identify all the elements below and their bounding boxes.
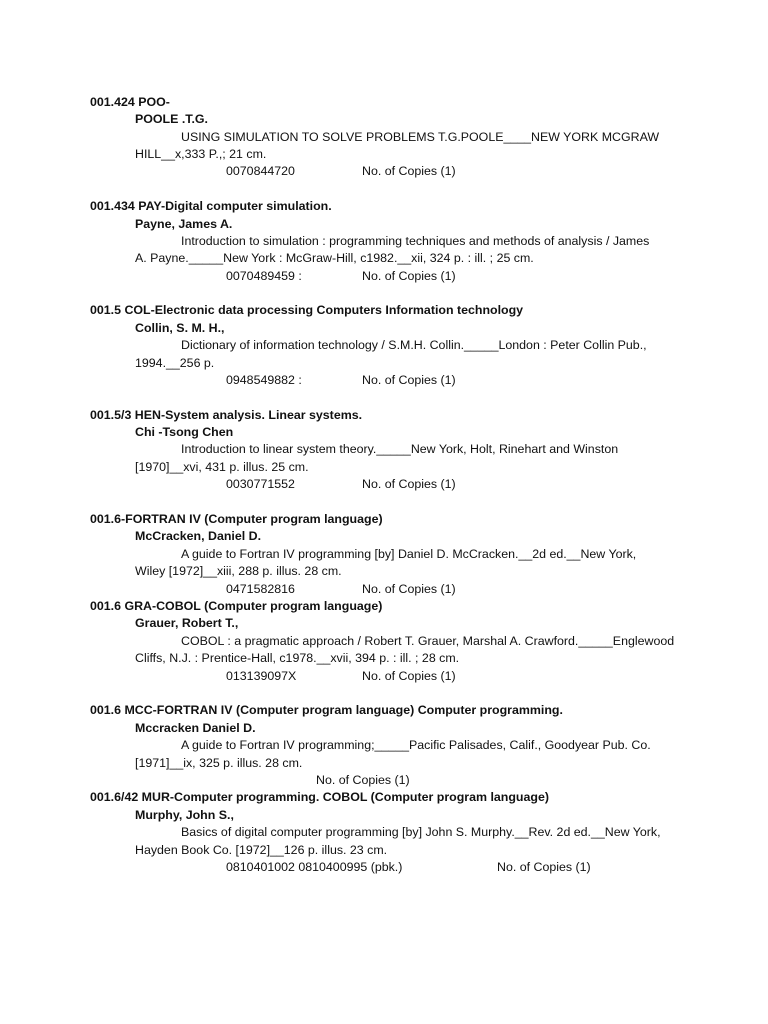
entry-2-isbn: 0070489459 : [226, 269, 302, 283]
entry-6-isbn: 013139097X [226, 669, 297, 683]
entry-2-copies: No. of Copies (1) [362, 269, 456, 283]
entry-4-copies: No. of Copies (1) [362, 477, 456, 491]
entry-6-author: Grauer, Robert T., [135, 616, 239, 630]
entry-6-desc-line2: Cliffs, N.J. : Prentice-Hall, c1978.__xvii, 394 p. : ill. ; 28 cm. [135, 651, 460, 665]
entry-4-author: Chi -Tsong Chen [135, 425, 234, 439]
entry-3-desc-line1: Dictionary of information technology / S.M.H. Collin._____London : Peter Collin Pub., [181, 338, 647, 352]
entry-8-copies: No. of Copies (1) [497, 860, 591, 874]
entry-5-desc-line1: A guide to Fortran IV programming [by] Daniel D. McCracken.__2d ed.__New York, [181, 547, 637, 561]
entry-3-isbn: 0948549882 : [226, 373, 302, 387]
entry-3-author: Collin, S. M. H., [135, 321, 225, 335]
entry-4-desc-line1: Introduction to linear system theory._____New York, Holt, Rinehart and Winston [181, 442, 619, 456]
entry-7-copies: No. of Copies (1) [316, 773, 410, 787]
entry-7-desc-line1: A guide to Fortran IV programming;_____Pacific Palisades, Calif., Goodyear Pub. Co. [181, 738, 651, 752]
entry-1-desc-line1: USING SIMULATION TO SOLVE PROBLEMS T.G.POOLE____NEW YORK MCGRAW [181, 130, 660, 144]
entry-2-heading: 001.434 PAY-Digital computer simulation. [90, 199, 332, 213]
entry-7-heading: 001.6 MCC-FORTRAN IV (Computer program language) Computer programming. [90, 703, 563, 717]
entry-8-heading: 001.6/42 MUR-Computer programming. COBOL (Computer program language) [90, 790, 549, 804]
entry-8-author: Murphy, John S., [135, 808, 234, 822]
entry-5-heading: 001.6-FORTRAN IV (Computer program language) [90, 512, 383, 526]
entry-2-desc-line2: A. Payne._____New York : McGraw-Hill, c1982.__xii, 324 p. : ill. ; 25 cm. [135, 251, 534, 265]
entry-6-copies: No. of Copies (1) [362, 669, 456, 683]
entry-1-author: POOLE .T.G. [135, 112, 208, 126]
entry-2-author: Payne, James A. [135, 217, 233, 231]
entry-3-desc-line2: 1994.__256 p. [135, 356, 215, 370]
entry-1-copies: No. of Copies (1) [362, 164, 456, 178]
entry-8-desc-line2: Hayden Book Co. [1972]__126 p. illus. 23 cm. [135, 843, 388, 857]
entry-5-desc-line2: Wiley [1972]__xiii, 288 p. illus. 28 cm. [135, 564, 342, 578]
entry-1-desc-line2: HILL__x,333 P.,; 21 cm. [135, 147, 267, 161]
entry-5-isbn: 0471582816 [226, 582, 295, 596]
entry-8-isbn: 0810401002 0810400995 (pbk.) [226, 860, 403, 874]
entry-6-desc-line1: COBOL : a pragmatic approach / Robert T. Grauer, Marshal A. Crawford._____Englewood [181, 634, 675, 648]
entry-5-copies: No. of Copies (1) [362, 582, 456, 596]
entry-6-heading: 001.6 GRA-COBOL (Computer program language) [90, 599, 383, 613]
entry-1-heading: 001.424 POO- [90, 95, 170, 109]
entry-3-copies: No. of Copies (1) [362, 373, 456, 387]
entry-1-isbn: 0070844720 [226, 164, 295, 178]
entry-5-author: McCracken, Daniel D. [135, 529, 262, 543]
entry-4-desc-line2: [1970]__xvi, 431 p. illus. 25 cm. [135, 460, 309, 474]
entry-2-desc-line1: Introduction to simulation : programming techniques and methods of analysis / James [181, 234, 650, 248]
entry-3-heading: 001.5 COL-Electronic data processing Computers Information technology [90, 303, 524, 317]
entry-7-author: Mccracken Daniel D. [135, 721, 256, 735]
entry-7-desc-line2: [1971]__ix, 325 p. illus. 28 cm. [135, 756, 303, 770]
entry-8-desc-line1: Basics of digital computer programming [by] John S. Murphy.__Rev. 2d ed.__New York, [181, 825, 661, 839]
entry-4-heading: 001.5/3 HEN-System analysis. Linear systems. [90, 408, 363, 422]
entry-4-isbn: 0030771552 [226, 477, 295, 491]
